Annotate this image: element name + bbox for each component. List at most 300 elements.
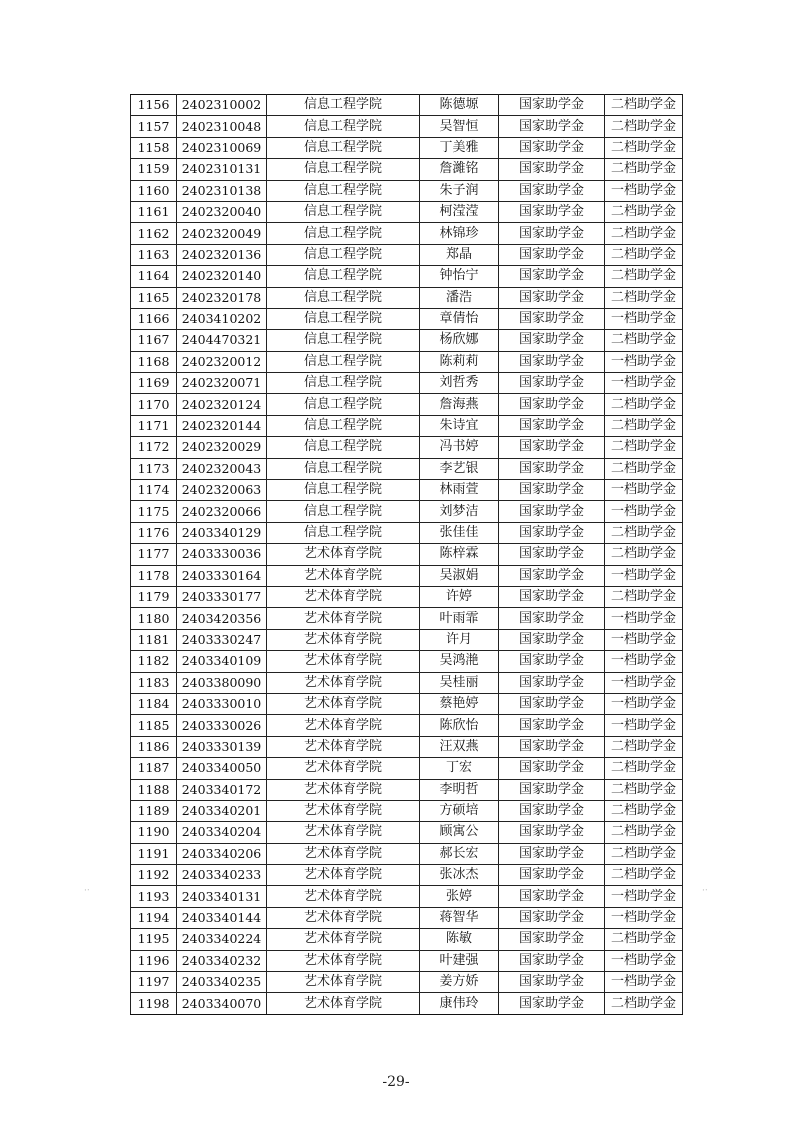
student-id-cell: 2402320063 bbox=[177, 480, 267, 501]
row-index-cell: 1166 bbox=[131, 308, 177, 329]
college-cell: 艺术体育学院 bbox=[267, 865, 420, 886]
student-id-cell: 2402310131 bbox=[177, 159, 267, 180]
aid-type-cell: 国家助学金 bbox=[499, 223, 605, 244]
college-cell: 信息工程学院 bbox=[267, 287, 420, 308]
table-row bbox=[131, 266, 683, 287]
aid-type-cell: 国家助学金 bbox=[499, 843, 605, 864]
aid-level-cell: 二档助学金 bbox=[605, 865, 683, 886]
college-cell: 信息工程学院 bbox=[267, 480, 420, 501]
student-name-cell: 郝长宏 bbox=[420, 843, 499, 864]
aid-level-cell: 二档助学金 bbox=[605, 394, 683, 415]
table-row bbox=[131, 308, 683, 329]
table-row bbox=[131, 779, 683, 800]
student-id-cell: 2403340201 bbox=[177, 800, 267, 821]
college-cell: 艺术体育学院 bbox=[267, 779, 420, 800]
college-cell: 艺术体育学院 bbox=[267, 886, 420, 907]
table-row bbox=[131, 736, 683, 757]
row-index-cell: 1194 bbox=[131, 907, 177, 928]
college-cell: 艺术体育学院 bbox=[267, 608, 420, 629]
college-cell: 信息工程学院 bbox=[267, 415, 420, 436]
row-index-cell: 1191 bbox=[131, 843, 177, 864]
student-id-cell: 2403340050 bbox=[177, 758, 267, 779]
row-index-cell: 1169 bbox=[131, 373, 177, 394]
aid-type-cell: 国家助学金 bbox=[499, 693, 605, 714]
aid-level-cell: 一档助学金 bbox=[605, 907, 683, 928]
student-name-cell: 丁宏 bbox=[420, 758, 499, 779]
student-id-cell: 2402320029 bbox=[177, 437, 267, 458]
student-id-cell: 2403420356 bbox=[177, 608, 267, 629]
table-row bbox=[131, 244, 683, 265]
row-index-cell: 1180 bbox=[131, 608, 177, 629]
aid-type-cell: 国家助学金 bbox=[499, 287, 605, 308]
student-id-cell: 2402320124 bbox=[177, 394, 267, 415]
row-index-cell: 1181 bbox=[131, 629, 177, 650]
aid-level-cell: 一档助学金 bbox=[605, 565, 683, 586]
student-name-cell: 詹海燕 bbox=[420, 394, 499, 415]
table-row bbox=[131, 651, 683, 672]
student-name-cell: 朱诗宜 bbox=[420, 415, 499, 436]
table-row bbox=[131, 287, 683, 308]
table-row bbox=[131, 565, 683, 586]
student-name-cell: 许月 bbox=[420, 629, 499, 650]
aid-level-cell: 一档助学金 bbox=[605, 373, 683, 394]
aid-level-cell: 一档助学金 bbox=[605, 308, 683, 329]
student-name-cell: 吴桂丽 bbox=[420, 672, 499, 693]
row-index-cell: 1158 bbox=[131, 137, 177, 158]
student-name-cell: 张婷 bbox=[420, 886, 499, 907]
student-name-cell: 冯书婷 bbox=[420, 437, 499, 458]
student-name-cell: 康伟玲 bbox=[420, 993, 499, 1014]
table-row bbox=[131, 886, 683, 907]
table-row bbox=[131, 993, 683, 1014]
student-id-cell: 2402320178 bbox=[177, 287, 267, 308]
row-index-cell: 1160 bbox=[131, 180, 177, 201]
row-index-cell: 1161 bbox=[131, 201, 177, 222]
student-id-cell: 2403340172 bbox=[177, 779, 267, 800]
aid-level-cell: 一档助学金 bbox=[605, 501, 683, 522]
page-number: -29- bbox=[382, 1074, 410, 1090]
row-index-cell: 1163 bbox=[131, 244, 177, 265]
student-id-cell: 2403340131 bbox=[177, 886, 267, 907]
student-name-cell: 蒋智华 bbox=[420, 907, 499, 928]
college-cell: 信息工程学院 bbox=[267, 137, 420, 158]
college-cell: 信息工程学院 bbox=[267, 351, 420, 372]
college-cell: 信息工程学院 bbox=[267, 95, 420, 116]
student-id-cell: 2402310069 bbox=[177, 137, 267, 158]
student-id-cell: 2403330164 bbox=[177, 565, 267, 586]
student-name-cell: 陈梓霖 bbox=[420, 544, 499, 565]
table-row bbox=[131, 116, 683, 137]
row-index-cell: 1183 bbox=[131, 672, 177, 693]
aid-level-cell: 二档助学金 bbox=[605, 137, 683, 158]
aid-type-cell: 国家助学金 bbox=[499, 308, 605, 329]
aid-type-cell: 国家助学金 bbox=[499, 137, 605, 158]
table-row bbox=[131, 137, 683, 158]
student-name-cell: 钟怡宁 bbox=[420, 266, 499, 287]
aid-type-cell: 国家助学金 bbox=[499, 266, 605, 287]
row-index-cell: 1176 bbox=[131, 522, 177, 543]
table-row bbox=[131, 373, 683, 394]
aid-level-cell: 二档助学金 bbox=[605, 736, 683, 757]
aid-level-cell: 二档助学金 bbox=[605, 522, 683, 543]
student-name-cell: 潘浩 bbox=[420, 287, 499, 308]
aid-type-cell: 国家助学金 bbox=[499, 800, 605, 821]
aid-level-cell: 一档助学金 bbox=[605, 180, 683, 201]
college-cell: 信息工程学院 bbox=[267, 394, 420, 415]
row-index-cell: 1186 bbox=[131, 736, 177, 757]
student-name-cell: 蔡艳婷 bbox=[420, 693, 499, 714]
aid-level-cell: 一档助学金 bbox=[605, 972, 683, 993]
college-cell: 信息工程学院 bbox=[267, 522, 420, 543]
college-cell: 信息工程学院 bbox=[267, 308, 420, 329]
aid-type-cell: 国家助学金 bbox=[499, 373, 605, 394]
student-id-cell: 2403340235 bbox=[177, 972, 267, 993]
aid-level-cell: 一档助学金 bbox=[605, 672, 683, 693]
row-index-cell: 1187 bbox=[131, 758, 177, 779]
aid-type-cell: 国家助学金 bbox=[499, 929, 605, 950]
student-name-cell: 章倩怡 bbox=[420, 308, 499, 329]
student-id-cell: 2402310048 bbox=[177, 116, 267, 137]
college-cell: 信息工程学院 bbox=[267, 223, 420, 244]
aid-type-cell: 国家助学金 bbox=[499, 180, 605, 201]
row-index-cell: 1168 bbox=[131, 351, 177, 372]
aid-type-cell: 国家助学金 bbox=[499, 330, 605, 351]
college-cell: 信息工程学院 bbox=[267, 458, 420, 479]
aid-level-cell: 一档助学金 bbox=[605, 693, 683, 714]
student-id-cell: 2402310138 bbox=[177, 180, 267, 201]
aid-level-cell: 一档助学金 bbox=[605, 629, 683, 650]
aid-level-cell: 二档助学金 bbox=[605, 244, 683, 265]
aid-level-cell: 一档助学金 bbox=[605, 351, 683, 372]
aid-type-cell: 国家助学金 bbox=[499, 950, 605, 971]
row-index-cell: 1178 bbox=[131, 565, 177, 586]
college-cell: 信息工程学院 bbox=[267, 244, 420, 265]
row-index-cell: 1171 bbox=[131, 415, 177, 436]
college-cell: 信息工程学院 bbox=[267, 437, 420, 458]
row-index-cell: 1164 bbox=[131, 266, 177, 287]
table-row bbox=[131, 758, 683, 779]
student-id-cell: 2403330247 bbox=[177, 629, 267, 650]
row-index-cell: 1197 bbox=[131, 972, 177, 993]
student-id-cell: 2402320012 bbox=[177, 351, 267, 372]
college-cell: 艺术体育学院 bbox=[267, 993, 420, 1014]
student-name-cell: 陈莉莉 bbox=[420, 351, 499, 372]
row-index-cell: 1192 bbox=[131, 865, 177, 886]
college-cell: 信息工程学院 bbox=[267, 266, 420, 287]
student-name-cell: 姜方娇 bbox=[420, 972, 499, 993]
student-id-cell: 2402310002 bbox=[177, 95, 267, 116]
aid-level-cell: 一档助学金 bbox=[605, 608, 683, 629]
aid-level-cell: 二档助学金 bbox=[605, 544, 683, 565]
student-name-cell: 刘梦洁 bbox=[420, 501, 499, 522]
aid-type-cell: 国家助学金 bbox=[499, 886, 605, 907]
table-row bbox=[131, 929, 683, 950]
student-id-cell: 2403340233 bbox=[177, 865, 267, 886]
aid-level-cell: 一档助学金 bbox=[605, 651, 683, 672]
college-cell: 艺术体育学院 bbox=[267, 800, 420, 821]
table-row bbox=[131, 394, 683, 415]
aid-type-cell: 国家助学金 bbox=[499, 522, 605, 543]
college-cell: 信息工程学院 bbox=[267, 116, 420, 137]
aid-level-cell: 二档助学金 bbox=[605, 993, 683, 1014]
row-index-cell: 1175 bbox=[131, 501, 177, 522]
student-name-cell: 朱子润 bbox=[420, 180, 499, 201]
aid-type-cell: 国家助学金 bbox=[499, 116, 605, 137]
college-cell: 艺术体育学院 bbox=[267, 586, 420, 607]
aid-type-cell: 国家助学金 bbox=[499, 629, 605, 650]
student-id-cell: 2402320071 bbox=[177, 373, 267, 394]
student-id-cell: 2402320043 bbox=[177, 458, 267, 479]
row-index-cell: 1170 bbox=[131, 394, 177, 415]
row-index-cell: 1159 bbox=[131, 159, 177, 180]
table-row bbox=[131, 907, 683, 928]
aid-type-cell: 国家助学金 bbox=[499, 672, 605, 693]
college-cell: 信息工程学院 bbox=[267, 501, 420, 522]
aid-type-cell: 国家助学金 bbox=[499, 201, 605, 222]
student-id-cell: 2403330139 bbox=[177, 736, 267, 757]
table-row bbox=[131, 822, 683, 843]
row-index-cell: 1172 bbox=[131, 437, 177, 458]
student-name-cell: 丁美雅 bbox=[420, 137, 499, 158]
table-row bbox=[131, 586, 683, 607]
college-cell: 艺术体育学院 bbox=[267, 715, 420, 736]
row-index-cell: 1165 bbox=[131, 287, 177, 308]
aid-level-cell: 二档助学金 bbox=[605, 330, 683, 351]
student-name-cell: 詹濰铭 bbox=[420, 159, 499, 180]
student-id-cell: 2402320144 bbox=[177, 415, 267, 436]
scan-speck-right: ·‧ bbox=[702, 886, 708, 896]
student-name-cell: 吴鸿滟 bbox=[420, 651, 499, 672]
row-index-cell: 1198 bbox=[131, 993, 177, 1014]
student-name-cell: 汪双燕 bbox=[420, 736, 499, 757]
aid-level-cell: 一档助学金 bbox=[605, 480, 683, 501]
aid-type-cell: 国家助学金 bbox=[499, 95, 605, 116]
row-index-cell: 1188 bbox=[131, 779, 177, 800]
student-name-cell: 吴智恒 bbox=[420, 116, 499, 137]
scholarship-table bbox=[130, 94, 683, 1015]
table-row bbox=[131, 972, 683, 993]
table-row bbox=[131, 180, 683, 201]
table-row bbox=[131, 201, 683, 222]
table-row bbox=[131, 437, 683, 458]
student-name-cell: 叶建强 bbox=[420, 950, 499, 971]
college-cell: 艺术体育学院 bbox=[267, 693, 420, 714]
aid-level-cell: 一档助学金 bbox=[605, 950, 683, 971]
college-cell: 艺术体育学院 bbox=[267, 544, 420, 565]
college-cell: 艺术体育学院 bbox=[267, 651, 420, 672]
table-row bbox=[131, 458, 683, 479]
row-index-cell: 1173 bbox=[131, 458, 177, 479]
student-name-cell: 陈敏 bbox=[420, 929, 499, 950]
student-id-cell: 2403380090 bbox=[177, 672, 267, 693]
student-name-cell: 张冰杰 bbox=[420, 865, 499, 886]
aid-level-cell: 二档助学金 bbox=[605, 415, 683, 436]
table-row bbox=[131, 415, 683, 436]
student-id-cell: 2403330036 bbox=[177, 544, 267, 565]
college-cell: 艺术体育学院 bbox=[267, 843, 420, 864]
row-index-cell: 1157 bbox=[131, 116, 177, 137]
aid-level-cell: 二档助学金 bbox=[605, 95, 683, 116]
student-name-cell: 柯滢滢 bbox=[420, 201, 499, 222]
row-index-cell: 1174 bbox=[131, 480, 177, 501]
aid-type-cell: 国家助学金 bbox=[499, 480, 605, 501]
table-row bbox=[131, 843, 683, 864]
student-name-cell: 陈欣怡 bbox=[420, 715, 499, 736]
college-cell: 艺术体育学院 bbox=[267, 972, 420, 993]
student-id-cell: 2403340232 bbox=[177, 950, 267, 971]
table-row bbox=[131, 501, 683, 522]
student-name-cell: 许婷 bbox=[420, 586, 499, 607]
aid-type-cell: 国家助学金 bbox=[499, 758, 605, 779]
aid-type-cell: 国家助学金 bbox=[499, 351, 605, 372]
student-id-cell: 2402320040 bbox=[177, 201, 267, 222]
aid-type-cell: 国家助学金 bbox=[499, 865, 605, 886]
table-row bbox=[131, 693, 683, 714]
aid-level-cell: 二档助学金 bbox=[605, 800, 683, 821]
row-index-cell: 1184 bbox=[131, 693, 177, 714]
aid-level-cell: 一档助学金 bbox=[605, 886, 683, 907]
student-id-cell: 2403340224 bbox=[177, 929, 267, 950]
row-index-cell: 1167 bbox=[131, 330, 177, 351]
table-row bbox=[131, 480, 683, 501]
aid-type-cell: 国家助学金 bbox=[499, 715, 605, 736]
table-row bbox=[131, 715, 683, 736]
table-row bbox=[131, 950, 683, 971]
student-id-cell: 2403340129 bbox=[177, 522, 267, 543]
student-id-cell: 2402320140 bbox=[177, 266, 267, 287]
student-id-cell: 2403340204 bbox=[177, 822, 267, 843]
aid-type-cell: 国家助学金 bbox=[499, 993, 605, 1014]
table-row bbox=[131, 800, 683, 821]
table-row bbox=[131, 522, 683, 543]
student-id-cell: 2403330177 bbox=[177, 586, 267, 607]
table-row bbox=[131, 351, 683, 372]
table-body bbox=[131, 95, 683, 1015]
student-name-cell: 方硕培 bbox=[420, 800, 499, 821]
aid-level-cell: 二档助学金 bbox=[605, 159, 683, 180]
aid-level-cell: 二档助学金 bbox=[605, 223, 683, 244]
student-name-cell: 顾寓公 bbox=[420, 822, 499, 843]
student-name-cell: 郑晶 bbox=[420, 244, 499, 265]
row-index-cell: 1162 bbox=[131, 223, 177, 244]
row-index-cell: 1185 bbox=[131, 715, 177, 736]
row-index-cell: 1195 bbox=[131, 929, 177, 950]
college-cell: 艺术体育学院 bbox=[267, 565, 420, 586]
college-cell: 艺术体育学院 bbox=[267, 672, 420, 693]
table-row bbox=[131, 672, 683, 693]
aid-type-cell: 国家助学金 bbox=[499, 779, 605, 800]
student-id-cell: 2403330026 bbox=[177, 715, 267, 736]
college-cell: 信息工程学院 bbox=[267, 180, 420, 201]
college-cell: 艺术体育学院 bbox=[267, 736, 420, 757]
table-row bbox=[131, 865, 683, 886]
college-cell: 信息工程学院 bbox=[267, 330, 420, 351]
student-name-cell: 叶雨霏 bbox=[420, 608, 499, 629]
college-cell: 艺术体育学院 bbox=[267, 822, 420, 843]
row-index-cell: 1179 bbox=[131, 586, 177, 607]
aid-level-cell: 二档助学金 bbox=[605, 287, 683, 308]
aid-type-cell: 国家助学金 bbox=[499, 501, 605, 522]
college-cell: 艺术体育学院 bbox=[267, 629, 420, 650]
student-id-cell: 2402320066 bbox=[177, 501, 267, 522]
aid-type-cell: 国家助学金 bbox=[499, 651, 605, 672]
aid-type-cell: 国家助学金 bbox=[499, 736, 605, 757]
student-name-cell: 林锦珍 bbox=[420, 223, 499, 244]
table-row bbox=[131, 330, 683, 351]
college-cell: 艺术体育学院 bbox=[267, 758, 420, 779]
row-index-cell: 1182 bbox=[131, 651, 177, 672]
row-index-cell: 1177 bbox=[131, 544, 177, 565]
student-name-cell: 李艺银 bbox=[420, 458, 499, 479]
aid-level-cell: 一档助学金 bbox=[605, 715, 683, 736]
college-cell: 信息工程学院 bbox=[267, 201, 420, 222]
college-cell: 艺术体育学院 bbox=[267, 950, 420, 971]
aid-level-cell: 二档助学金 bbox=[605, 822, 683, 843]
student-name-cell: 陈德塬 bbox=[420, 95, 499, 116]
aid-type-cell: 国家助学金 bbox=[499, 972, 605, 993]
aid-type-cell: 国家助学金 bbox=[499, 394, 605, 415]
student-id-cell: 2402320136 bbox=[177, 244, 267, 265]
student-name-cell: 刘哲秀 bbox=[420, 373, 499, 394]
row-index-cell: 1156 bbox=[131, 95, 177, 116]
aid-level-cell: 二档助学金 bbox=[605, 779, 683, 800]
table-row bbox=[131, 544, 683, 565]
student-name-cell: 杨欣娜 bbox=[420, 330, 499, 351]
row-index-cell: 1190 bbox=[131, 822, 177, 843]
row-index-cell: 1193 bbox=[131, 886, 177, 907]
student-id-cell: 2404470321 bbox=[177, 330, 267, 351]
student-name-cell: 林雨萱 bbox=[420, 480, 499, 501]
aid-level-cell: 二档助学金 bbox=[605, 116, 683, 137]
aid-type-cell: 国家助学金 bbox=[499, 608, 605, 629]
aid-level-cell: 二档助学金 bbox=[605, 586, 683, 607]
aid-type-cell: 国家助学金 bbox=[499, 437, 605, 458]
table-row bbox=[131, 223, 683, 244]
college-cell: 信息工程学院 bbox=[267, 373, 420, 394]
table-row bbox=[131, 95, 683, 116]
table-row bbox=[131, 159, 683, 180]
table-row bbox=[131, 629, 683, 650]
student-id-cell: 2403410202 bbox=[177, 308, 267, 329]
scan-speck-left: ·‧ bbox=[84, 886, 90, 896]
aid-type-cell: 国家助学金 bbox=[499, 565, 605, 586]
aid-type-cell: 国家助学金 bbox=[499, 586, 605, 607]
aid-type-cell: 国家助学金 bbox=[499, 907, 605, 928]
student-id-cell: 2403330010 bbox=[177, 693, 267, 714]
aid-type-cell: 国家助学金 bbox=[499, 159, 605, 180]
student-name-cell: 张佳佳 bbox=[420, 522, 499, 543]
aid-level-cell: 二档助学金 bbox=[605, 843, 683, 864]
aid-type-cell: 国家助学金 bbox=[499, 822, 605, 843]
student-name-cell: 吴淑娟 bbox=[420, 565, 499, 586]
college-cell: 艺术体育学院 bbox=[267, 929, 420, 950]
table-row bbox=[131, 608, 683, 629]
row-index-cell: 1196 bbox=[131, 950, 177, 971]
row-index-cell: 1189 bbox=[131, 800, 177, 821]
aid-level-cell: 二档助学金 bbox=[605, 458, 683, 479]
aid-level-cell: 二档助学金 bbox=[605, 437, 683, 458]
college-cell: 艺术体育学院 bbox=[267, 907, 420, 928]
student-id-cell: 2403340109 bbox=[177, 651, 267, 672]
aid-type-cell: 国家助学金 bbox=[499, 415, 605, 436]
aid-type-cell: 国家助学金 bbox=[499, 544, 605, 565]
aid-type-cell: 国家助学金 bbox=[499, 244, 605, 265]
college-cell: 信息工程学院 bbox=[267, 159, 420, 180]
student-id-cell: 2403340070 bbox=[177, 993, 267, 1014]
aid-level-cell: 二档助学金 bbox=[605, 201, 683, 222]
student-id-cell: 2403340206 bbox=[177, 843, 267, 864]
aid-level-cell: 二档助学金 bbox=[605, 758, 683, 779]
